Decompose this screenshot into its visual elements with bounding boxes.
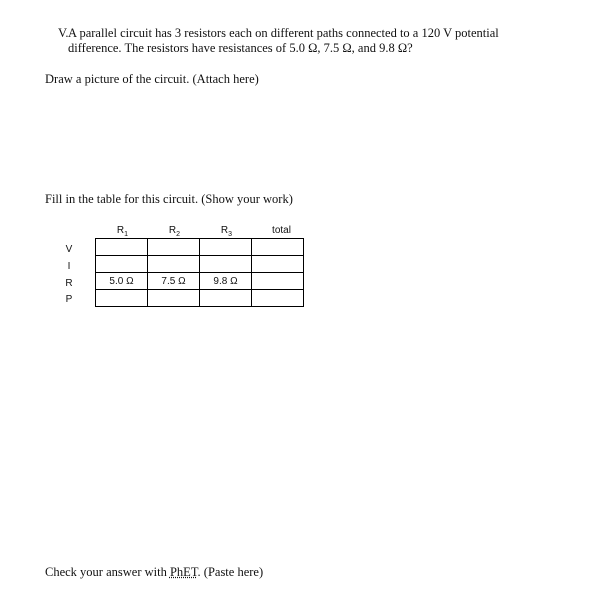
row-label-r: R [65,278,73,289]
fill-prompt: Fill in the table for this circuit. (Show your work) [45,192,293,206]
cell-v-r1[interactable] [96,239,148,256]
cell-p-r1[interactable] [96,290,148,307]
cell-r-total[interactable] [252,273,304,290]
column-header-total: total [272,225,291,236]
check-suffix: . (Paste here) [197,565,264,579]
cell-r-r1[interactable]: 5.0 Ω [96,273,148,290]
table-column-headers [0,225,613,239]
circuit-table [95,238,304,307]
table-row [96,273,304,290]
cell-p-r3[interactable] [200,290,252,307]
row-label-i: I [67,261,71,272]
cell-p-r2[interactable] [148,290,200,307]
table-row [96,239,304,256]
column-header-r2: $R_2$ [168,225,181,238]
row-label-p: P [65,294,73,305]
problem-number: V. [58,26,69,40]
table-row [96,256,304,273]
check-prompt [45,565,263,580]
table-row [96,290,304,307]
cell-r-r3[interactable]: 9.8 Ω [200,273,252,290]
draw-prompt: Draw a picture of the circuit. (Attach here) [45,72,259,86]
column-header-r3: $R_3$ [220,225,233,238]
cell-v-r2[interactable] [148,239,200,256]
cell-v-r3[interactable] [200,239,252,256]
cell-i-total[interactable] [252,256,304,273]
cell-r-r2[interactable]: 7.5 Ω [148,273,200,290]
column-header-r1: $R_1$ [116,225,129,238]
phet-link[interactable]: PhET [169,565,198,579]
cell-i-r3[interactable] [200,256,252,273]
cell-i-r1[interactable] [96,256,148,273]
cell-i-r2[interactable] [148,256,200,273]
check-prefix: Check your answer with [45,565,170,579]
row-label-v: V [65,244,73,255]
problem-line-1: A parallel circuit has 3 resistors each on different paths connected to a 120 V potential [68,26,499,40]
cell-p-total[interactable] [252,290,304,307]
problem-statement [58,26,568,56]
problem-line-2: difference. The resistors have resistances of 5.0 Ω, 7.5 Ω, and 9.8 Ω? [68,41,413,55]
cell-v-total[interactable] [252,239,304,256]
